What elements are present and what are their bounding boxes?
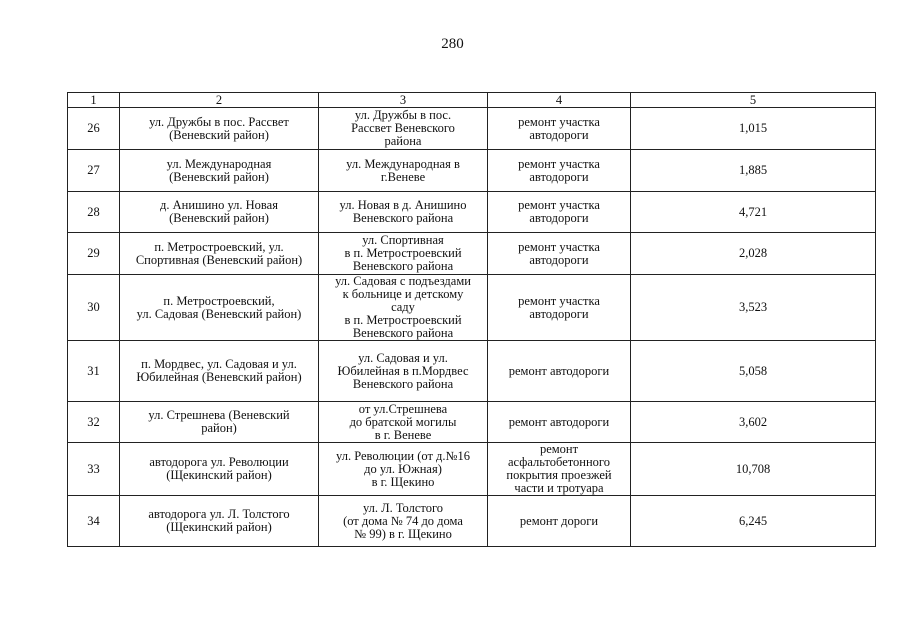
data-table: [67, 92, 876, 547]
page-number: 280: [441, 36, 464, 52]
row-number-cell: 33: [68, 443, 120, 496]
value-cell: 5,058: [631, 341, 876, 402]
work-cell: ремонт участка автодороги: [488, 108, 631, 150]
location-cell: от ул.Стрешнева до братской могилы в г. Веневе: [319, 402, 488, 443]
work-cell: ремонт дороги: [488, 496, 631, 547]
location-cell: ул. Садовая и ул. Юбилейная в п.Мордвес Веневского района: [319, 341, 488, 402]
location-cell: ул. Международная в г.Веневе: [319, 150, 488, 192]
work-cell: ремонт автодороги: [488, 341, 631, 402]
column-header-4: 4: [488, 93, 631, 108]
object-cell: автодорога ул. Революции (Щекинский район): [120, 443, 319, 496]
row-number-cell: 32: [68, 402, 120, 443]
row-number-cell: 30: [68, 275, 120, 341]
row-number-cell: 31: [68, 341, 120, 402]
table-row: [68, 496, 876, 547]
value-cell: 4,721: [631, 192, 876, 233]
location-cell: ул. Новая в д. Анишино Веневского района: [319, 192, 488, 233]
object-cell: ул. Стрешнева (Веневский район): [120, 402, 319, 443]
work-cell: ремонт участка автодороги: [488, 192, 631, 233]
table-row: [68, 150, 876, 192]
column-header-2: 2: [120, 93, 319, 108]
column-header-3: 3: [319, 93, 488, 108]
location-cell: ул. Революции (от д.№16 до ул. Южная) в г. Щекино: [319, 443, 488, 496]
table-row: [68, 402, 876, 443]
table-row: [68, 192, 876, 233]
location-cell: ул. Дружбы в пос. Рассвет Веневского района: [319, 108, 488, 150]
work-cell: ремонт асфальтобетонного покрытия проезжей части и тротуара: [488, 443, 631, 496]
value-cell: 3,523: [631, 275, 876, 341]
table-row: [68, 443, 876, 496]
value-cell: 6,245: [631, 496, 876, 547]
work-cell: ремонт участка автодороги: [488, 150, 631, 192]
column-header-5: 5: [631, 93, 876, 108]
value-cell: 3,602: [631, 402, 876, 443]
value-cell: 2,028: [631, 233, 876, 275]
row-number-cell: 29: [68, 233, 120, 275]
work-cell: ремонт участка автодороги: [488, 275, 631, 341]
work-cell: ремонт участка автодороги: [488, 233, 631, 275]
row-number-cell: 26: [68, 108, 120, 150]
location-cell: ул. Л. Толстого (от дома № 74 до дома № 99) в г. Щекино: [319, 496, 488, 547]
object-cell: п. Метростроевский, ул. Садовая (Веневский район): [120, 275, 319, 341]
row-number-cell: 28: [68, 192, 120, 233]
value-cell: 1,885: [631, 150, 876, 192]
row-number-cell: 34: [68, 496, 120, 547]
location-cell: ул. Садовая с подъездами к больнице и детскому саду в п. Метростроевский Веневского района: [319, 275, 488, 341]
table-row: [68, 108, 876, 150]
table-row: [68, 275, 876, 341]
row-number-cell: 27: [68, 150, 120, 192]
work-cell: ремонт автодороги: [488, 402, 631, 443]
table-row: [68, 233, 876, 275]
column-header-1: 1: [68, 93, 120, 108]
object-cell: п. Мордвес, ул. Садовая и ул. Юбилейная (Веневский район): [120, 341, 319, 402]
location-cell: ул. Спортивная в п. Метростроевский Веневского района: [319, 233, 488, 275]
object-cell: автодорога ул. Л. Толстого (Щекинский район): [120, 496, 319, 547]
object-cell: ул. Дружбы в пос. Рассвет (Веневский район): [120, 108, 319, 150]
value-cell: 1,015: [631, 108, 876, 150]
object-cell: д. Анишино ул. Новая (Веневский район): [120, 192, 319, 233]
header-row: [68, 93, 876, 108]
value-cell: 10,708: [631, 443, 876, 496]
table-row: [68, 341, 876, 402]
object-cell: п. Метростроевский, ул. Спортивная (Веневский район): [120, 233, 319, 275]
object-cell: ул. Международная (Веневский район): [120, 150, 319, 192]
